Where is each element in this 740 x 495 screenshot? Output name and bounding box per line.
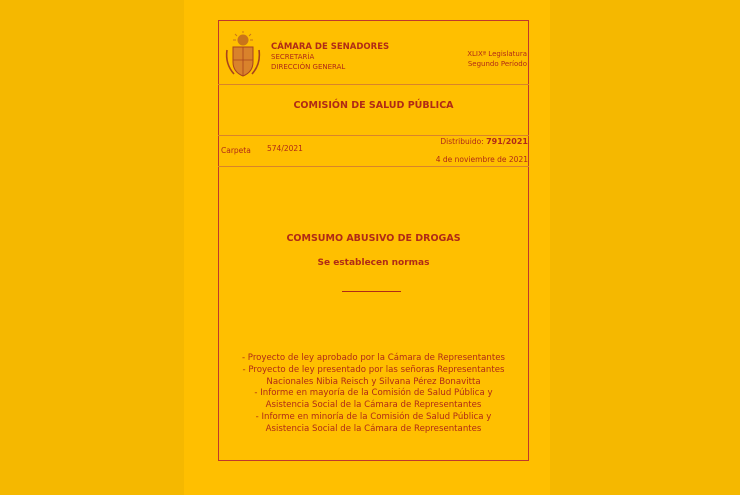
title-underline [342,291,401,292]
list-item: - Proyecto de ley aprobado por la Cámara de Representantes [241,353,506,363]
legislature-number: XLIXª Legislatura [467,50,527,58]
coat-of-arms-icon [224,30,262,80]
institution-unit: SECRETARÍA [271,53,315,61]
carpeta-label: Carpeta [221,146,251,155]
legislative-period: Segundo Período [467,60,527,68]
list-item: - Informe en mayoría de la Comisión de Salud Pública y [254,388,493,399]
distribution-label: Distribuido: [440,137,484,146]
header-institution [271,42,389,72]
document-title: COMSUMO ABUSIVO DE DROGAS [286,233,461,244]
divider [218,135,529,136]
contents-list [218,353,529,436]
list-item: Nacionales Nibia Reisch y Silvana Pérez Bonavitta [266,376,481,387]
list-item: Asistencia Social de la Cámara de Representantes [265,400,482,411]
institution-division: DIRECCIÓN GENERAL [271,63,346,71]
distribution-info [440,137,528,146]
document-date: 4 de noviembre de 2021 [435,155,528,164]
commission-name: COMISIÓN DE SALUD PÚBLICA [293,100,454,111]
divider [218,84,529,85]
carpeta-number: 574/2021 [267,144,303,153]
document-subtitle: Se establecen normas [317,258,430,268]
institution-name: CÁMARA DE SENADORES [271,42,390,52]
list-item: Asistencia Social de la Cámara de Representantes [265,423,482,434]
header-legislature [467,49,527,69]
list-item: - Informe en minoría de la Comisión de Salud Pública y [255,411,492,422]
divider [218,166,529,167]
distribution-number: 791/2021 [486,137,528,146]
list-item: - Proyecto de ley presentado por las señoras Representantes [242,364,505,375]
